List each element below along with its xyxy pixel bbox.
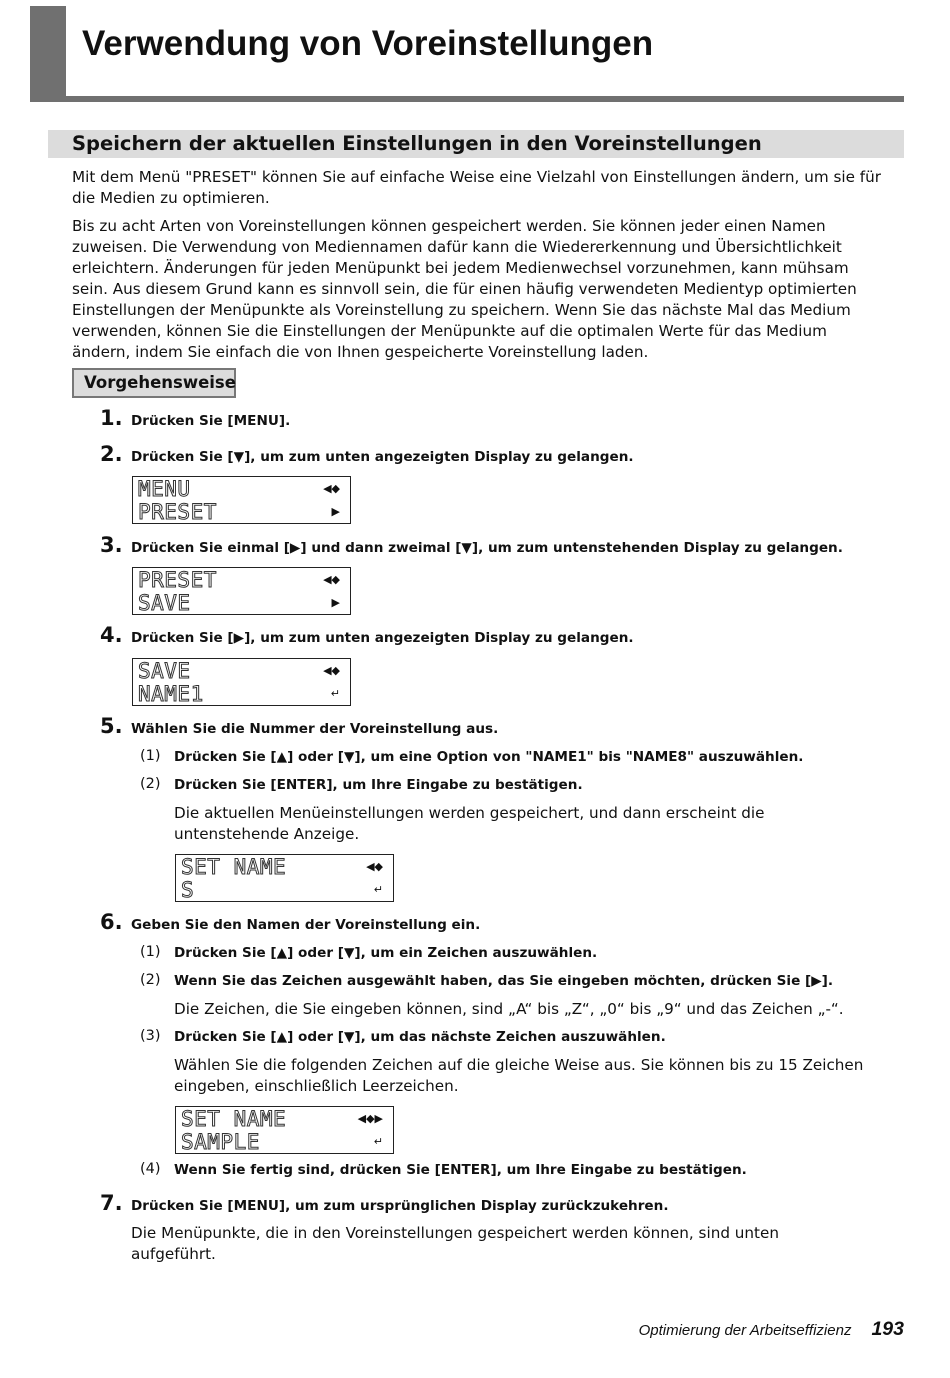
step-number: 3. (100, 533, 123, 557)
page-number: 193 (871, 1318, 904, 1340)
lcd-line-2: SAVE (138, 591, 191, 615)
step-text: Geben Sie den Namen der Voreinstellung ein. (131, 917, 481, 933)
lcd-line-1: MENU (138, 477, 191, 501)
substep-number: (4) (140, 1161, 161, 1177)
enter-icon: ↵ (373, 883, 383, 896)
step-2 (100, 442, 900, 470)
substep-5-1 (140, 748, 900, 770)
step-text: Drücken Sie [▶], um zum unten angezeigten Display zu gelangen. (131, 630, 634, 646)
right-arrow-icon: ▶ (331, 596, 340, 609)
right-arrow-icon: ▶ (331, 505, 340, 518)
substep-text: Wenn Sie fertig sind, drücken Sie [ENTER], um Ihre Eingabe zu bestätigen. (174, 1162, 747, 1178)
note-step-5: Die aktuellen Menüeinstellungen werden gespeichert, und dann erscheint die untenstehende Anzeige. (174, 804, 765, 843)
lcd-display-set-name-sample (175, 1106, 394, 1154)
substep-number: (1) (140, 748, 161, 764)
lcd-line-2: S (181, 878, 195, 902)
enter-icon: ↵ (330, 687, 340, 700)
step-5 (100, 714, 900, 742)
step-6 (100, 910, 900, 938)
lcd-line-1: SET NAME (181, 1107, 287, 1131)
substep-text: Wenn Sie das Zeichen ausgewählt haben, das Sie eingeben möchten, drücken Sie [▶]. (174, 973, 834, 989)
title-bar-accent (30, 6, 66, 100)
note-step-7: Die Menüpunkte, die in den Voreinstellungen gespeichert werden können, sind unten aufgeführt. (131, 1224, 779, 1263)
section-heading: Speichern der aktuellen Einstellungen in den Voreinstellungen (72, 132, 762, 155)
lcd-line-2: SAMPLE (181, 1130, 260, 1154)
substep-6-4 (140, 1161, 900, 1183)
step-text: Drücken Sie [MENU], um zum ursprünglichen Display zurückzukehren. (131, 1198, 669, 1214)
substep-number: (3) (140, 1028, 161, 1044)
substep-text: Drücken Sie [ENTER], um Ihre Eingabe zu bestätigen. (174, 777, 583, 793)
substep-number: (1) (140, 944, 161, 960)
substep-6-1 (140, 944, 900, 966)
step-1 (100, 406, 900, 434)
intro-paragraph-1: Mit dem Menü "PRESET" können Sie auf einfache Weise eine Vielzahl von Einstellungen ändern, um sie für die Medien zu optimieren. (72, 168, 881, 207)
lcd-display-save-name1 (132, 658, 351, 706)
step-text: Drücken Sie [▼], um zum unten angezeigten Display zu gelangen. (131, 449, 634, 465)
step-number: 6. (100, 910, 123, 934)
nav-arrows-icon: ◀◆ (323, 482, 340, 495)
substep-number: (2) (140, 972, 161, 988)
lcd-display-set-name-s (175, 854, 394, 902)
intro-paragraph-2: Bis zu acht Arten von Voreinstellungen können gespeichert werden. Sie können jeder einen Namen zuweisen. Die Verwendung von Mediennamen dafür kann die Wiedererkennung und Übersichtlichkeit erleichtern. Änderungen für jeden Menüpunkt bei jedem Medienwechsel vorzunehmen, kann mühsam sein. Aus diesem Grund kann es sinnvoll sein, die für einen häufig verwendeten Medientyp optimierten Einstellungen der Menüpunkte als Voreinstellung zu speichern. Wenn Sie das nächste Mal das Medium verwenden, können Sie die Einstellungen der Menüpunkte auf die optimalen Werte für das Medium ändern, indem Sie einfach die von Ihnen gespeicherte Voreinstellung laden. (72, 217, 857, 361)
step-7 (100, 1191, 900, 1219)
substep-text: Drücken Sie [▲] oder [▼], um eine Option von "NAME1" bis "NAME8" auszuwählen. (174, 749, 804, 765)
step-number: 5. (100, 714, 123, 738)
substep-number: (2) (140, 776, 161, 792)
section-heading-box (48, 130, 904, 158)
substep-5-2 (140, 776, 900, 798)
step-3 (100, 533, 900, 561)
substep-text: Drücken Sie [▲] oder [▼], um das nächste Zeichen auszuwählen. (174, 1029, 666, 1045)
lcd-line-1: SAVE (138, 659, 191, 683)
step-number: 4. (100, 623, 123, 647)
title-rule (30, 96, 904, 102)
enter-icon: ↵ (373, 1135, 383, 1148)
lcd-display-menu-preset (132, 476, 351, 524)
substep-6-2 (140, 972, 900, 994)
step-number: 7. (100, 1191, 123, 1215)
nav-arrows-icon: ◀◆▶ (357, 1112, 383, 1125)
lcd-line-2: NAME1 (138, 682, 204, 706)
procedure-label: Vorgehensweise (84, 373, 236, 392)
page-footer (639, 1318, 904, 1341)
note-step-6-2: Die Zeichen, die Sie eingeben können, sind „A“ bis „Z“, „0“ bis „9“ und das Zeichen „-“. (174, 1000, 844, 1018)
step-text: Drücken Sie [MENU]. (131, 413, 291, 429)
substep-text: Drücken Sie [▲] oder [▼], um ein Zeichen auszuwählen. (174, 945, 598, 961)
nav-arrows-icon: ◀◆ (366, 860, 383, 873)
substep-6-3 (140, 1028, 900, 1050)
lcd-display-preset-save (132, 567, 351, 615)
step-text: Drücken Sie einmal [▶] und dann zweimal [▼], um zum untenstehenden Display zu gelangen. (131, 540, 843, 556)
step-text: Wählen Sie die Nummer der Voreinstellung aus. (131, 721, 499, 737)
lcd-line-1: SET NAME (181, 855, 287, 879)
lcd-line-1: PRESET (138, 568, 217, 592)
note-step-6-3: Wählen Sie die folgenden Zeichen auf die gleiche Weise aus. Sie können bis zu 15 Zeichen eingeben, einschließlich Leerzeichen. (174, 1056, 864, 1095)
procedure-label-box (72, 368, 236, 398)
step-number: 2. (100, 442, 123, 466)
nav-arrows-icon: ◀◆ (323, 573, 340, 586)
nav-arrows-icon: ◀◆ (323, 664, 340, 677)
step-number: 1. (100, 406, 123, 430)
page-title: Verwendung von Voreinstellungen (82, 24, 654, 63)
chapter-title: Optimierung der Arbeitseffizienz (638, 1322, 852, 1339)
step-4 (100, 623, 900, 651)
lcd-line-2: PRESET (138, 500, 217, 524)
